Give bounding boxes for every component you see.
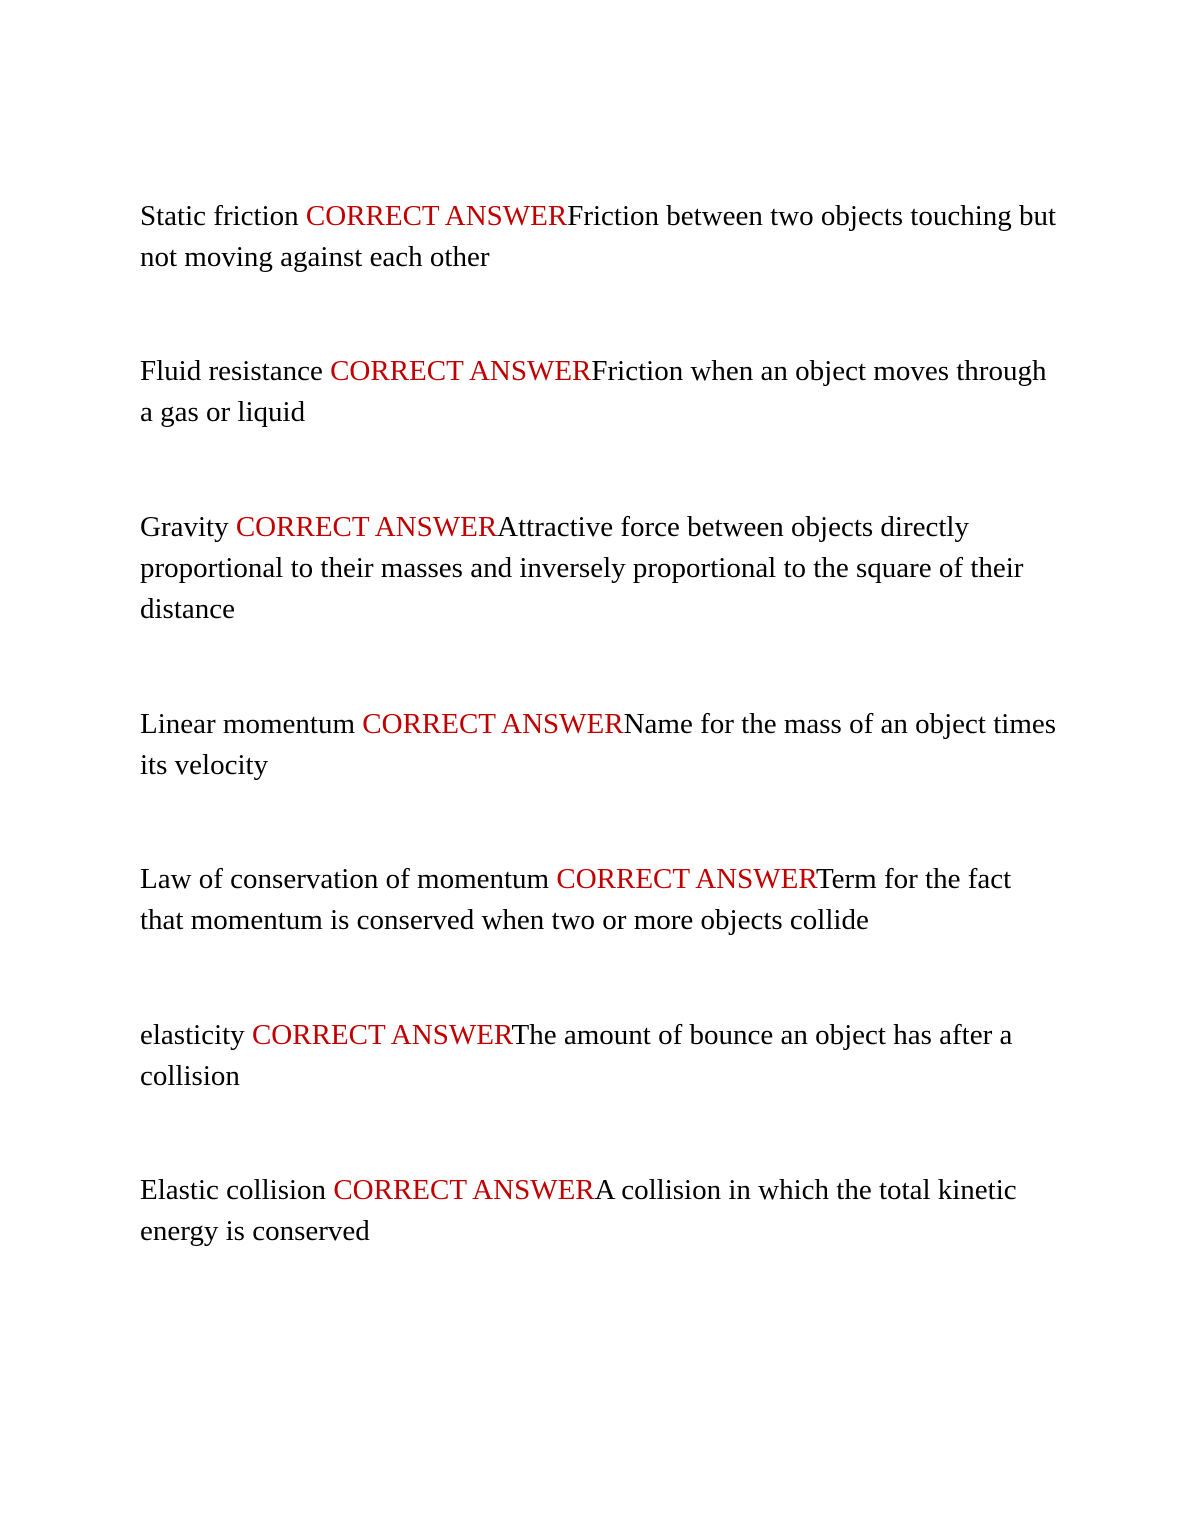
flashcard-entry [140,1015,1060,1097]
answer-marker: CORRECT ANSWER [330,355,592,387]
term: Law of conservation of momentum [140,863,550,895]
term: Gravity [140,511,229,543]
flashcard-entry [140,507,1060,630]
answer-marker: CORRECT ANSWER [235,511,498,543]
answer-marker: CORRECT ANSWER [251,1019,512,1051]
flashcard-entry [140,859,1060,941]
term: Elastic collision [140,1174,327,1206]
term: elasticity [140,1019,245,1051]
answer-marker: CORRECT ANSWER [556,863,816,895]
term: Linear momentum [140,708,356,740]
definition: Friction between two objects touching but not moving against each other [140,200,1057,273]
definition: Attractive force between objects directly proportional to their masses and inversely proportional to the square of their distance [140,511,1024,625]
term: Fluid resistance [140,355,323,387]
answer-marker: CORRECT ANSWER [305,200,568,232]
flashcard-entry [140,351,1060,433]
answer-marker: CORRECT ANSWER [333,1174,595,1206]
definition: A collision in which the total kinetic energy is conserved [140,1174,1017,1247]
definition: Term for the fact that momentum is conserved when two or more objects collide [140,863,1012,936]
flashcard-entry [140,1170,1060,1252]
definition: The amount of bounce an object has after a collision [140,1019,1013,1092]
flashcard-entry [140,196,1060,278]
answer-marker: CORRECT ANSWER [362,708,624,740]
flashcard-entry [140,704,1060,786]
term: Static friction [140,200,299,232]
definition: Name for the mass of an object times its velocity [140,708,1057,781]
definition: Friction when an object moves through a gas or liquid [140,355,1047,428]
